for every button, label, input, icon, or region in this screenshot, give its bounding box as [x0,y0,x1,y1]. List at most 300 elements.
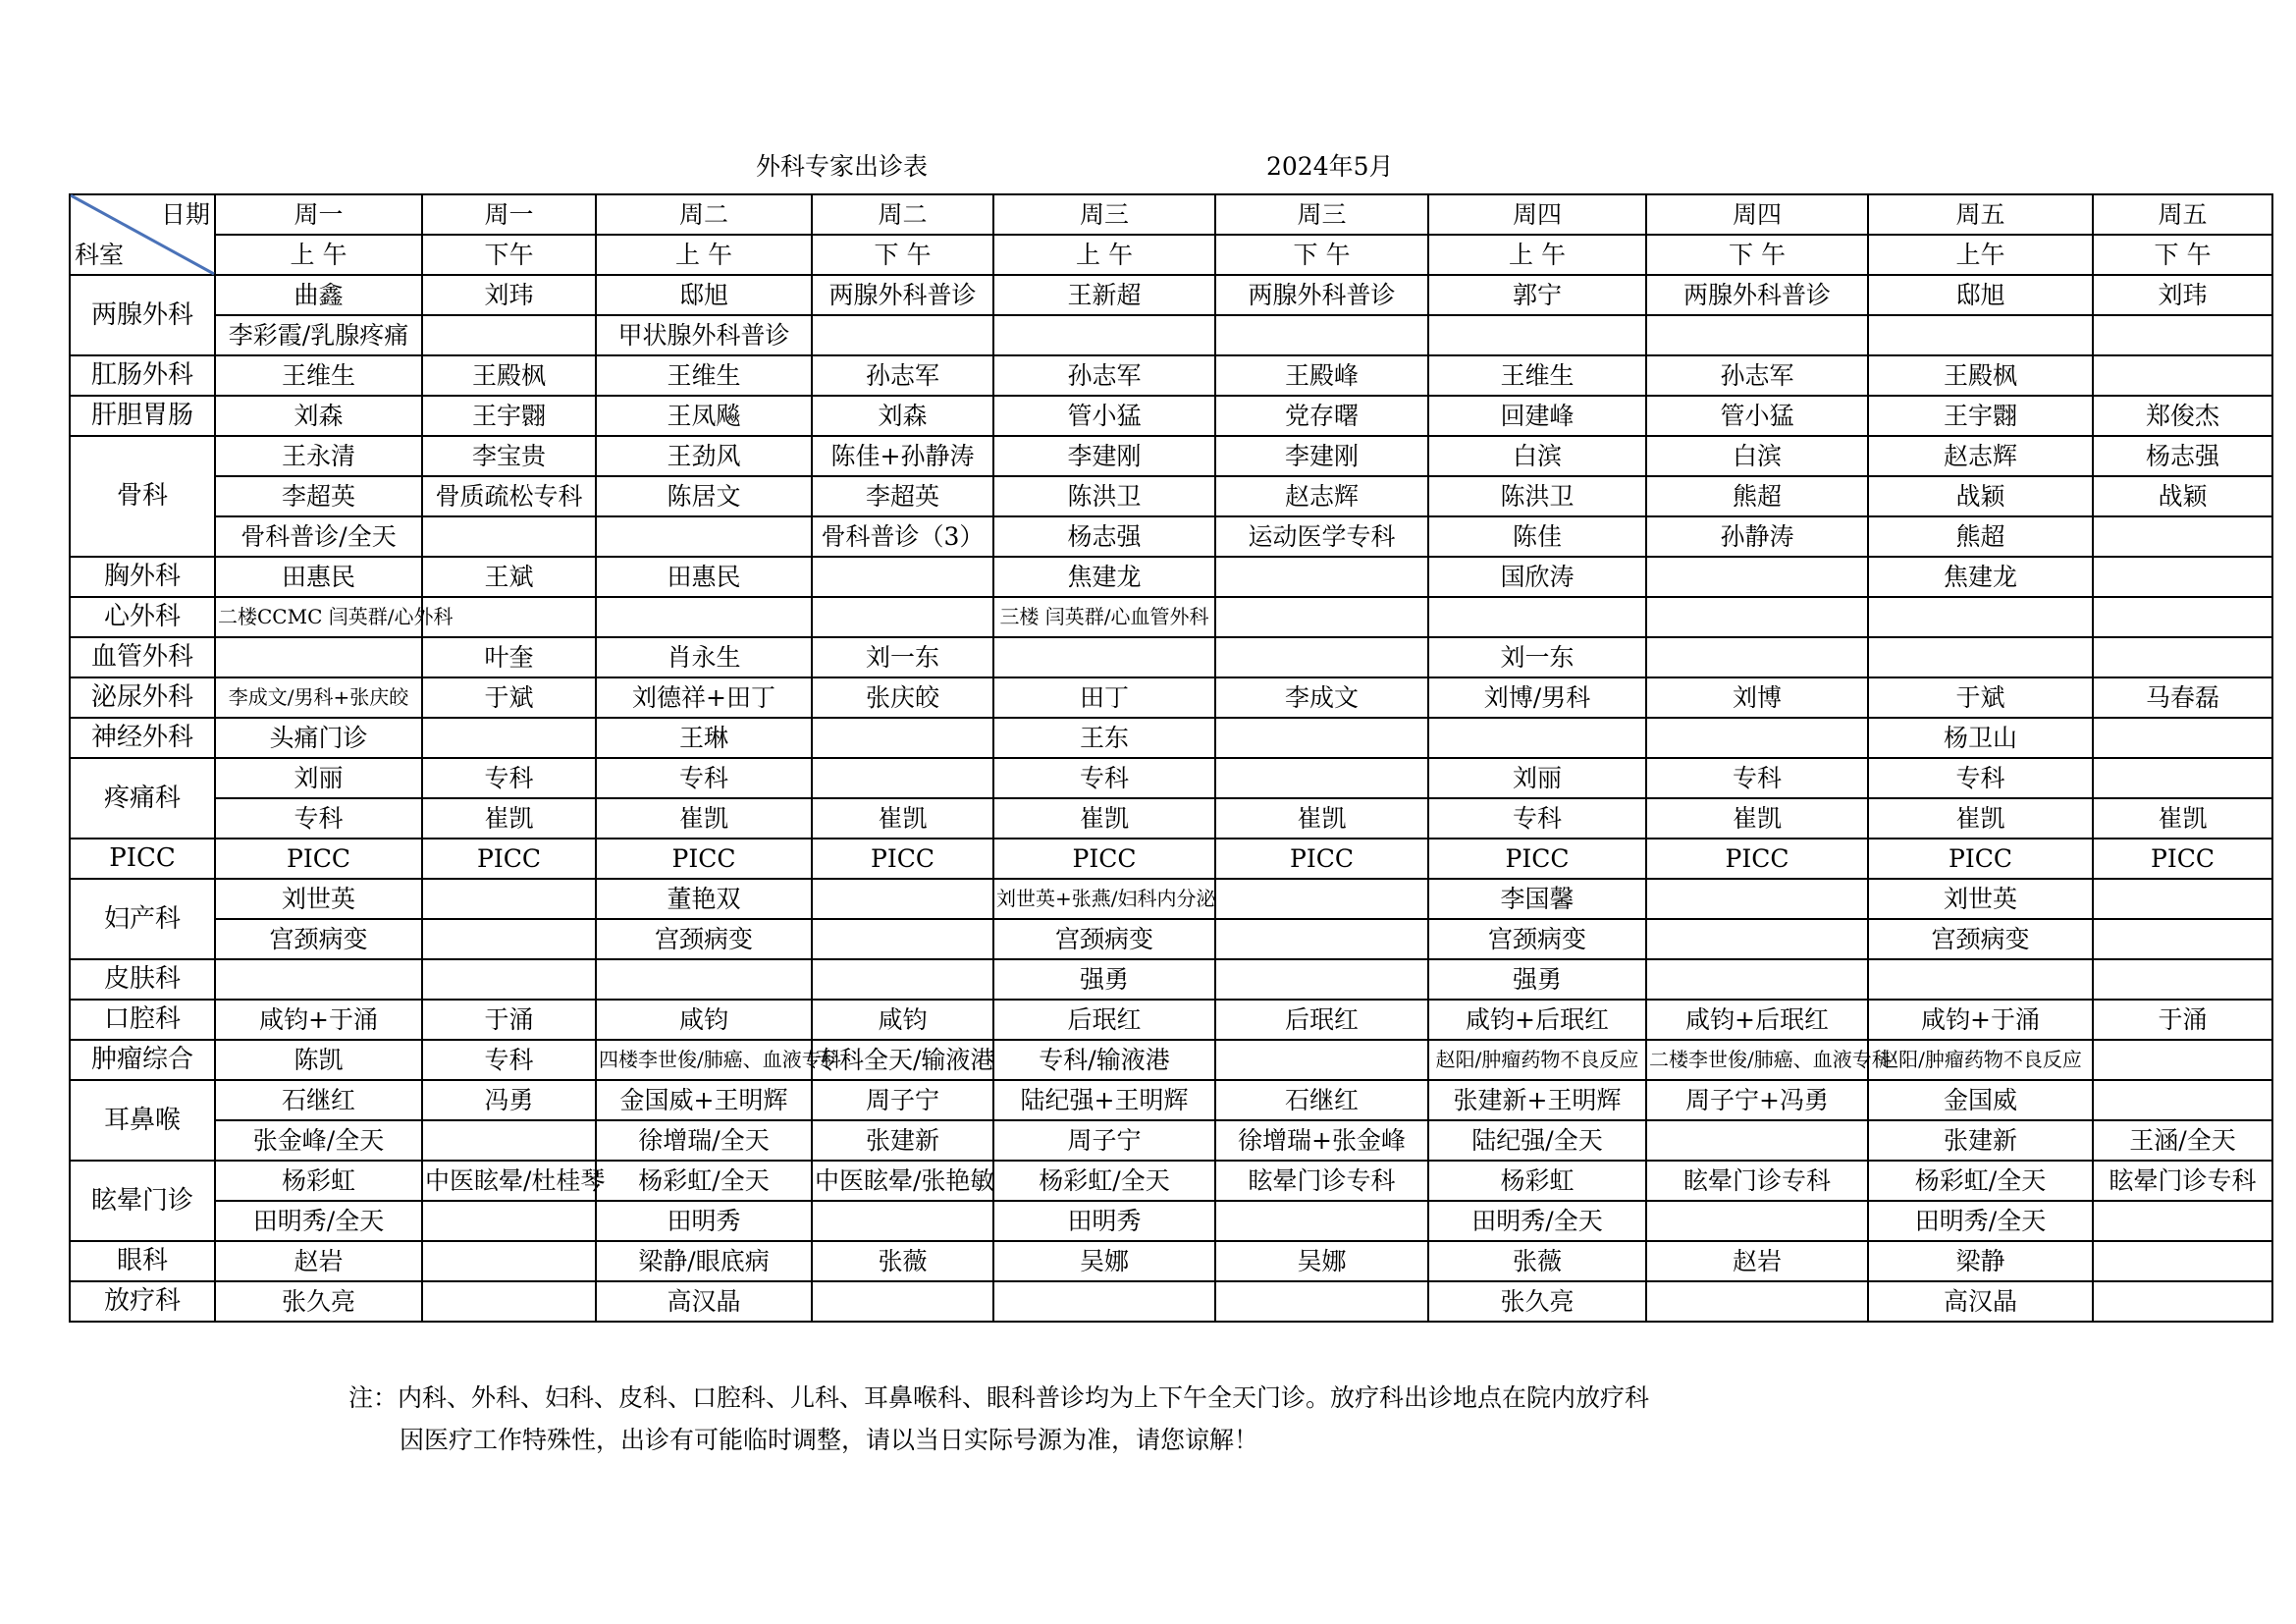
doctor-cell: 陆纪强/全天 [1428,1120,1646,1161]
doctor-cell: 刘一东 [1428,637,1646,677]
doctor-cell [1428,718,1646,758]
doctor-cell: PICC [422,839,596,879]
doctor-cell: 陈佳+孙静涛 [812,436,993,476]
doctor-cell [993,1281,1215,1322]
doctor-cell: 崔凯 [596,798,812,839]
doctor-cell [422,1201,596,1241]
footnotes [348,1377,1649,1461]
department-name: 妇产科 [70,879,215,959]
doctor-cell [422,1120,596,1161]
doctor-cell: 王宇翾 [1868,396,2093,436]
doctor-cell [1428,315,1646,355]
schedule-row [70,396,2272,436]
doctor-cell: 田明秀 [993,1201,1215,1241]
doctor-cell: 王维生 [1428,355,1646,396]
department-name: 放疗科 [70,1281,215,1322]
doctor-cell: 杨志强 [993,516,1215,557]
corner-dept-label: 科室 [75,241,125,269]
doctor-cell: 孙志军 [993,355,1215,396]
doctor-cell: 两腺外科普诊 [1215,275,1428,315]
doctor-cell [2093,718,2272,758]
doctor-cell [1215,919,1428,959]
doctor-cell: 崔凯 [1646,798,1868,839]
doctor-cell: 熊超 [1646,476,1868,516]
doctor-cell: 张薇 [1428,1241,1646,1281]
doctor-cell: 吴娜 [993,1241,1215,1281]
doctor-cell: 刘世英+张燕/妇科内分泌 [993,879,1215,919]
doctor-cell: 赵阳/肿瘤药物不良反应 [1428,1040,1646,1080]
doctor-cell: 三楼 闫英群/心血管外科 [993,597,1215,637]
doctor-cell: 邸旭 [1868,275,2093,315]
doctor-cell: PICC [1868,839,2093,879]
doctor-cell [1215,718,1428,758]
doctor-cell [812,718,993,758]
doctor-cell [2093,758,2272,798]
schedule-row [70,1040,2272,1080]
doctor-cell: 李建刚 [1215,436,1428,476]
doctor-cell [993,315,1215,355]
doctor-cell: 两腺外科普诊 [1646,275,1868,315]
doctor-cell: 赵志辉 [1215,476,1428,516]
doctor-cell: 刘一东 [812,637,993,677]
doctor-cell [422,1241,596,1281]
doctor-cell: 专科 [1646,758,1868,798]
department-name: 两腺外科 [70,275,215,355]
doctor-cell [1215,879,1428,919]
doctor-cell: 后珉红 [993,1000,1215,1040]
schedule-row [70,1080,2272,1120]
doctor-cell: 崔凯 [993,798,1215,839]
doctor-cell [2093,315,2272,355]
doctor-cell: 杨志强 [2093,436,2272,476]
doctor-cell [993,637,1215,677]
schedule-row [70,315,2272,355]
doctor-cell: 刘丽 [1428,758,1646,798]
doctor-cell: 中医眩晕/张艳敏 [812,1161,993,1201]
doctor-cell: 陈凯 [215,1040,422,1080]
doctor-cell: 咸钧+后珉红 [1646,1000,1868,1040]
doctor-cell: 专科 [422,1040,596,1080]
doctor-cell: 田明秀/全天 [1868,1201,2093,1241]
doctor-cell [1868,597,2093,637]
doctor-cell: 张久亮 [215,1281,422,1322]
schedule-row [70,718,2272,758]
doctor-cell: 刘世英 [1868,879,2093,919]
doctor-cell: 于涌 [422,1000,596,1040]
doctor-cell [596,959,812,1000]
corner-date-label: 日期 [160,200,210,229]
doctor-cell [1215,1281,1428,1322]
doctor-cell [596,516,812,557]
doctor-cell: PICC [1215,839,1428,879]
doctor-cell: 战颖 [2093,476,2272,516]
doctor-cell: 专科 [1428,798,1646,839]
doctor-cell: 董艳双 [596,879,812,919]
doctor-cell: 王永清 [215,436,422,476]
doctor-cell: 田明秀/全天 [215,1201,422,1241]
doctor-cell: 咸钧+于涌 [215,1000,422,1040]
doctor-cell: 党存曙 [1215,396,1428,436]
doctor-cell: 回建峰 [1428,396,1646,436]
session-header-row [70,235,2272,275]
doctor-cell: 焦建龙 [993,557,1215,597]
doctor-cell [1868,637,2093,677]
doctor-cell: 骨质疏松专科 [422,476,596,516]
schedule-row [70,758,2272,798]
doctor-cell: 王劲风 [596,436,812,476]
doctor-cell: 高汉晶 [596,1281,812,1322]
department-name: 皮肤科 [70,959,215,1000]
doctor-cell: 王殿枫 [422,355,596,396]
day-header-cell: 周三 [993,194,1215,235]
doctor-cell: 石继红 [1215,1080,1428,1120]
doctor-cell [2093,1201,2272,1241]
doctor-cell [1646,718,1868,758]
department-name: 神经外科 [70,718,215,758]
doctor-cell: 焦建龙 [1868,557,2093,597]
department-name: 骨科 [70,436,215,557]
doctor-cell: 国欣涛 [1428,557,1646,597]
doctor-cell [422,959,596,1000]
doctor-cell: 孙志军 [812,355,993,396]
doctor-cell: 赵阳/肿瘤药物不良反应 [1868,1040,2093,1080]
schedule-row [70,677,2272,718]
schedule-row [70,959,2272,1000]
doctor-cell [812,597,993,637]
doctor-cell: 张久亮 [1428,1281,1646,1322]
schedule-row [70,1281,2272,1322]
doctor-cell [2093,1040,2272,1080]
footnote-1: 注：内科、外科、妇科、皮科、口腔科、儿科、耳鼻喉科、眼科普诊均为上下午全天门诊。放疗科出诊地点在院内放疗科 [348,1383,1650,1412]
department-name: 口腔科 [70,1000,215,1040]
doctor-cell: 赵岩 [1646,1241,1868,1281]
doctor-cell: 陈佳 [1428,516,1646,557]
doctor-cell: 刘森 [812,396,993,436]
doctor-cell: 刘德祥+田丁 [596,677,812,718]
day-header-row [70,194,2272,235]
doctor-cell [812,959,993,1000]
doctor-cell: 张建新 [812,1120,993,1161]
doctor-cell: 王新超 [993,275,1215,315]
schedule-row [70,275,2272,315]
doctor-cell: 赵岩 [215,1241,422,1281]
schedule-row [70,557,2272,597]
doctor-cell: 强勇 [993,959,1215,1000]
doctor-cell: 白滨 [1646,436,1868,476]
doctor-cell: 二楼CCMC 闫英群/心外科 [215,597,422,637]
department-name: 眼科 [70,1241,215,1281]
doctor-cell: 曲鑫 [215,275,422,315]
doctor-cell: 高汉晶 [1868,1281,2093,1322]
doctor-cell: 肖永生 [596,637,812,677]
doctor-cell: 郭宁 [1428,275,1646,315]
doctor-cell: 王维生 [596,355,812,396]
doctor-cell: 李超英 [215,476,422,516]
doctor-cell: 于涌 [2093,1000,2272,1040]
department-name: 耳鼻喉 [70,1080,215,1161]
doctor-cell: 宫颈病变 [215,919,422,959]
doctor-cell [1215,557,1428,597]
schedule-row [70,1120,2272,1161]
department-name: 眩晕门诊 [70,1161,215,1241]
doctor-cell: 孙志军 [1646,355,1868,396]
doctor-cell: 宫颈病变 [1868,919,2093,959]
doctor-cell: 陈洪卫 [993,476,1215,516]
doctor-cell: 杨卫山 [1868,718,2093,758]
doctor-cell: 刘丽 [215,758,422,798]
schedule-table [69,193,2273,1323]
doctor-cell: 张建新+王明辉 [1428,1080,1646,1120]
session-header-cell: 下 午 [812,235,993,275]
doctor-cell: 石继红 [215,1080,422,1120]
doctor-cell: 咸钧+后珉红 [1428,1000,1646,1040]
doctor-cell: 张薇 [812,1241,993,1281]
doctor-cell [812,315,993,355]
day-header-cell: 周三 [1215,194,1428,235]
doctor-cell [422,516,596,557]
doctor-cell [1215,1040,1428,1080]
schedule-row [70,1241,2272,1281]
doctor-cell [1215,1201,1428,1241]
doctor-cell: 杨彩虹/全天 [993,1161,1215,1201]
session-header-cell: 上 午 [1428,235,1646,275]
doctor-cell: 强勇 [1428,959,1646,1000]
schedule-row [70,597,2272,637]
schedule-row [70,637,2272,677]
schedule-row [70,516,2272,557]
doctor-cell: 骨科普诊（3） [812,516,993,557]
doctor-cell: 中医眩晕/杜桂琴 [422,1161,596,1201]
doctor-cell: 李建刚 [993,436,1215,476]
schedule-row [70,839,2272,879]
doctor-cell: PICC [215,839,422,879]
day-header-cell: 周五 [1868,194,2093,235]
doctor-cell [812,919,993,959]
doctor-cell [2093,1281,2272,1322]
doctor-cell: 邸旭 [596,275,812,315]
department-name: 疼痛科 [70,758,215,839]
doctor-cell [215,637,422,677]
doctor-cell: 陆纪强+王明辉 [993,1080,1215,1120]
schedule-month: 2024年5月 [1266,152,1394,181]
doctor-cell [422,879,596,919]
doctor-cell: 王涵/全天 [2093,1120,2272,1161]
doctor-cell: 王维生 [215,355,422,396]
doctor-cell: 王斌 [422,557,596,597]
doctor-cell: 杨彩虹/全天 [596,1161,812,1201]
doctor-cell: 眩晕门诊专科 [1215,1161,1428,1201]
doctor-cell: 李彩霞/乳腺疼痛 [215,315,422,355]
doctor-cell [1646,1201,1868,1241]
doctor-cell: 吴娜 [1215,1241,1428,1281]
doctor-cell: 田惠民 [215,557,422,597]
doctor-cell: 王琳 [596,718,812,758]
doctor-cell [1215,758,1428,798]
doctor-cell: 崔凯 [1215,798,1428,839]
schedule-row [70,879,2272,919]
doctor-cell [2093,1241,2272,1281]
department-name: PICC [70,839,215,879]
doctor-cell: 专科 [422,758,596,798]
doctor-cell: 赵志辉 [1868,436,2093,476]
doctor-cell: PICC [812,839,993,879]
doctor-cell: 李国馨 [1428,879,1646,919]
doctor-cell [422,718,596,758]
doctor-cell: 叶奎 [422,637,596,677]
schedule-row [70,1000,2272,1040]
doctor-cell: 二楼李世俊/肺癌、血液专科 [1646,1040,1868,1080]
doctor-cell: 崔凯 [422,798,596,839]
doctor-cell [1646,637,1868,677]
doctor-cell: 王殿枫 [1868,355,2093,396]
doctor-cell [1646,879,1868,919]
doctor-cell [596,597,812,637]
doctor-cell [2093,557,2272,597]
doctor-cell: 冯勇 [422,1080,596,1120]
doctor-cell: 眩晕门诊专科 [2093,1161,2272,1201]
department-name: 胸外科 [70,557,215,597]
doctor-cell: 金国威 [1868,1080,2093,1120]
footnote-2: 因医疗工作特殊性，出诊有可能临时调整，请以当日实际号源为准，请您谅解！ [400,1426,1259,1454]
doctor-cell: 专科 [215,798,422,839]
doctor-cell: 周子宁 [812,1080,993,1120]
doctor-cell [1646,597,1868,637]
doctor-cell [2093,879,2272,919]
doctor-cell: 李宝贵 [422,436,596,476]
doctor-cell [812,1281,993,1322]
doctor-cell: 李超英 [812,476,993,516]
doctor-cell: 刘博 [1646,677,1868,718]
doctor-cell: 崔凯 [1868,798,2093,839]
day-header-cell: 周五 [2093,194,2272,235]
doctor-cell: 梁静/眼底病 [596,1241,812,1281]
doctor-cell: 宫颈病变 [596,919,812,959]
doctor-cell: PICC [596,839,812,879]
doctor-cell: PICC [1646,839,1868,879]
doctor-cell: 李成文 [1215,677,1428,718]
doctor-cell [215,959,422,1000]
doctor-cell: 梁静 [1868,1241,2093,1281]
doctor-cell [1646,919,1868,959]
doctor-cell [422,1281,596,1322]
department-name: 肝胆胃肠 [70,396,215,436]
doctor-cell: 周子宁 [993,1120,1215,1161]
session-header-cell: 上 午 [596,235,812,275]
day-header-cell: 周四 [1646,194,1868,235]
doctor-cell: 专科全天/输液港 [812,1040,993,1080]
doctor-cell [1646,1281,1868,1322]
day-header-cell: 周一 [215,194,422,235]
doctor-cell: 陈居文 [596,476,812,516]
doctor-cell [1646,557,1868,597]
doctor-cell [1646,959,1868,1000]
doctor-cell: 管小猛 [1646,396,1868,436]
day-header-cell: 周二 [596,194,812,235]
doctor-cell: 眩晕门诊专科 [1646,1161,1868,1201]
doctor-cell [812,879,993,919]
department-name: 肛肠外科 [70,355,215,396]
doctor-cell: 甲状腺外科普诊 [596,315,812,355]
doctor-cell: 宫颈病变 [993,919,1215,959]
doctor-cell: 王宇翾 [422,396,596,436]
doctor-cell [1215,597,1428,637]
doctor-cell: 刘玮 [422,275,596,315]
doctor-cell: 徐增瑞+张金峰 [1215,1120,1428,1161]
doctor-cell: 专科 [993,758,1215,798]
doctor-cell: 田明秀 [596,1201,812,1241]
department-name: 心外科 [70,597,215,637]
doctor-cell: 杨彩虹 [1428,1161,1646,1201]
page-title: 外科专家出诊表 [756,152,929,181]
session-header-cell: 下午 [422,235,596,275]
doctor-cell: PICC [2093,839,2272,879]
doctor-cell: 张金峰/全天 [215,1120,422,1161]
doctor-cell: 咸钧 [596,1000,812,1040]
doctor-cell: 刘世英 [215,879,422,919]
doctor-cell [2093,1080,2272,1120]
doctor-cell [2093,959,2272,1000]
doctor-cell: 两腺外科普诊 [812,275,993,315]
session-header-cell: 下 午 [1215,235,1428,275]
day-header-cell: 周一 [422,194,596,235]
doctor-cell: 刘玮 [2093,275,2272,315]
doctor-cell: 王凤飚 [596,396,812,436]
doctor-cell [1646,315,1868,355]
doctor-cell: 专科 [596,758,812,798]
doctor-cell: 后珉红 [1215,1000,1428,1040]
doctor-cell: 于斌 [422,677,596,718]
department-name: 泌尿外科 [70,677,215,718]
doctor-cell: 张建新 [1868,1120,2093,1161]
doctor-cell: 熊超 [1868,516,2093,557]
doctor-cell: 田惠民 [596,557,812,597]
doctor-cell [1646,1120,1868,1161]
doctor-cell: 杨彩虹 [215,1161,422,1201]
doctor-cell [812,758,993,798]
doctor-cell [1428,597,1646,637]
doctor-cell [2093,516,2272,557]
doctor-cell [812,1201,993,1241]
doctor-cell [2093,597,2272,637]
doctor-cell: 王殿峰 [1215,355,1428,396]
doctor-cell [1215,637,1428,677]
doctor-cell: 咸钧+于涌 [1868,1000,2093,1040]
doctor-cell: 宫颈病变 [1428,919,1646,959]
session-header-cell: 下 午 [1646,235,1868,275]
doctor-cell: 专科 [1868,758,2093,798]
doctor-cell [2093,919,2272,959]
doctor-cell: PICC [993,839,1215,879]
doctor-cell [1868,315,2093,355]
doctor-cell: 白滨 [1428,436,1646,476]
schedule-row [70,1201,2272,1241]
schedule-row [70,1161,2272,1201]
doctor-cell: 运动医学专科 [1215,516,1428,557]
doctor-cell: 马春磊 [2093,677,2272,718]
doctor-cell: 李成文/男科+张庆皎 [215,677,422,718]
doctor-cell: 徐增瑞/全天 [596,1120,812,1161]
session-header-cell: 上 午 [993,235,1215,275]
doctor-cell: 崔凯 [812,798,993,839]
doctor-cell: 管小猛 [993,396,1215,436]
doctor-cell: 刘森 [215,396,422,436]
schedule-body [70,275,2272,1322]
doctor-cell: 专科/输液港 [993,1040,1215,1080]
doctor-cell [422,315,596,355]
doctor-cell: 战颖 [1868,476,2093,516]
doctor-cell: 金国威+王明辉 [596,1080,812,1120]
day-header-cell: 周二 [812,194,993,235]
